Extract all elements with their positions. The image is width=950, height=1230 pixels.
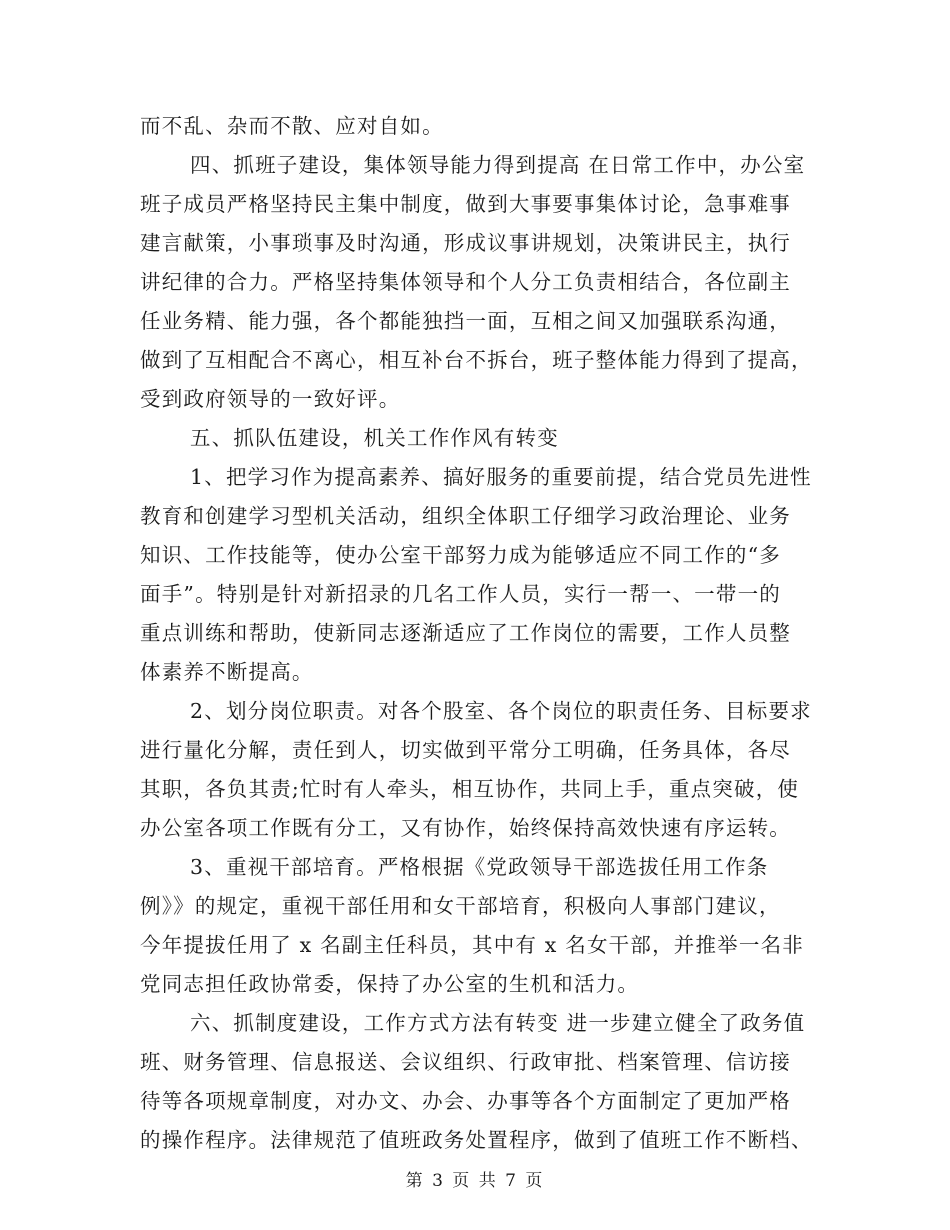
text-line: 教育和创建学习型机关活动，组织全体职工仔细学习政治理论、业务	[140, 504, 791, 528]
text-line: 任业务精、能力强，各个都能独挡一面，互相之间又加强联系沟通，	[140, 309, 791, 333]
text-line: 3、重视干部培育。严格根据《党政领导干部选拔任用工作条	[190, 855, 769, 879]
text-line: 今年提拔任用了 x 名副主任科员，其中有 x 名女干部，并推举一名非	[140, 933, 804, 957]
section-heading-line: 六、抓制度建设，工作方式方法有转变 进一步建立健全了政务值	[190, 1011, 806, 1035]
text-line: 1、把学习作为提高素养、搞好服务的重要前提，结合党员先进性	[190, 465, 812, 489]
section-heading-line: 五、抓队伍建设，机关工作作风有转变	[190, 426, 559, 450]
text-line: 办公室各项工作既有分工，又有协作，始终保持高效快速有序运转。	[140, 816, 791, 840]
text-line: 进行量化分解，责任到人，切实做到平常分工明确，任务具体，各尽	[140, 738, 791, 762]
text-line: 其职，各负其责;忙时有人牵头，相互协作，共同上手，重点突破，使	[140, 777, 800, 801]
text-line: 2、划分岗位职责。对各个股室、各个岗位的职责任务、目标要求	[190, 699, 812, 723]
text-line: 班子成员严格坚持民主集中制度，做到大事要事集体讨论，急事难事	[140, 192, 791, 216]
text-line: 的操作程序。法律规范了值班政务处置程序，做到了值班工作不断档、	[140, 1128, 813, 1152]
text-line: 重点训练和帮助，使新同志逐渐适应了工作岗位的需要，工作人员整	[140, 621, 791, 645]
text-line: 做到了互相配合不离心，相互补台不拆台，班子整体能力得到了提高，	[140, 348, 813, 372]
text-line: 讲纪律的合力。严格坚持集体领导和个人分工负责相结合，各位副主	[140, 270, 791, 294]
section-heading-line: 四、抓班子建设，集体领导能力得到提高 在日常工作中，办公室	[190, 153, 806, 177]
page-number-footer: 第 3 页 共 7 页	[405, 1171, 545, 1191]
text-line: 而不乱、杂而不散、应对自如。	[140, 114, 444, 138]
text-line: 党同志担任政协常委，保持了办公室的生机和活力。	[140, 972, 640, 996]
text-line: 班、财务管理、信息报送、会议组织、行政审批、档案管理、信访接	[140, 1050, 791, 1074]
text-line: 面手”。特别是针对新招录的几名工作人员，实行一帮一、一带一的	[140, 582, 781, 606]
text-line: 体素养不断提高。	[140, 660, 314, 684]
text-line: 待等各项规章制度，对办文、办会、办事等各个方面制定了更加严格	[140, 1089, 791, 1113]
text-line: 例》》的规定，重视干部任用和女干部培育，积极向人事部门建议，	[140, 894, 781, 918]
text-line: 知识、工作技能等，使办公室干部努力成为能够适应不同工作的“多	[140, 543, 781, 567]
text-line: 建言献策，小事琐事及时沟通，形成议事讲规划，决策讲民主，执行	[140, 231, 791, 255]
text-line: 受到政府领导的一致好评。	[140, 387, 401, 411]
